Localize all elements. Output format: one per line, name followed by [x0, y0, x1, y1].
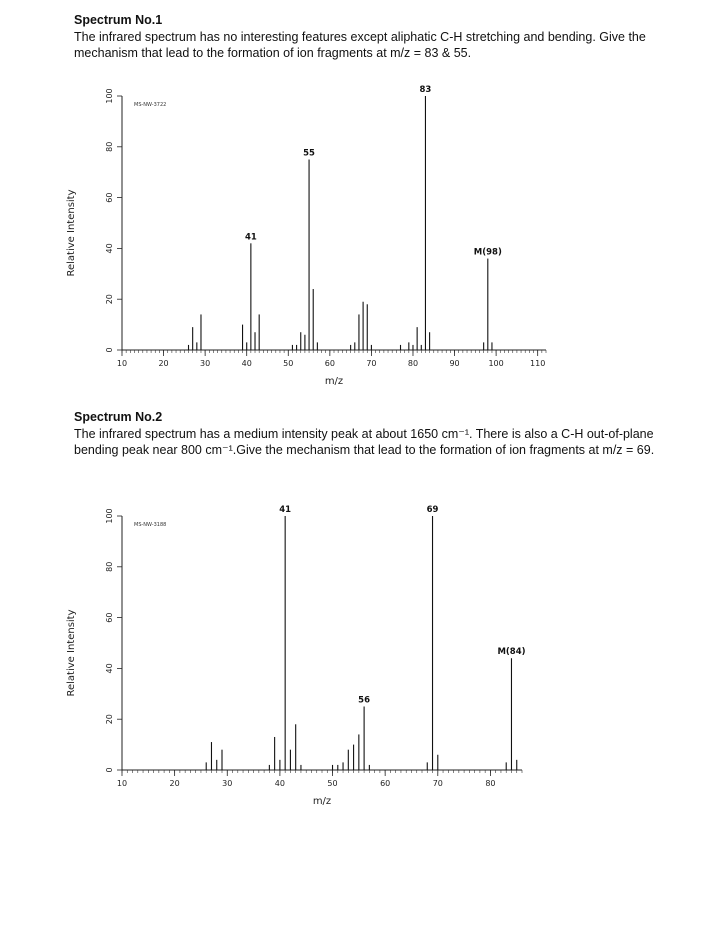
peak-label: 56	[358, 695, 371, 706]
mass-spectrum-chart-2	[60, 500, 560, 810]
x-tick-label: 30	[200, 359, 211, 368]
x-tick-label: 40	[274, 779, 285, 788]
spectrum-2-title: Spectrum No.2	[74, 410, 163, 424]
y-tick-label: 80	[105, 141, 114, 152]
x-tick-label: 100	[488, 359, 504, 368]
y-tick-label: 100	[105, 508, 114, 524]
x-tick-label: 50	[327, 779, 338, 788]
x-tick-label: 80	[407, 359, 419, 368]
y-tick-label: 80	[105, 561, 114, 572]
peak-label: 41	[244, 232, 257, 243]
spectrum-code-label: MS-NW-3722	[134, 102, 167, 108]
x-tick-label: 50	[283, 359, 294, 368]
y-tick-label: 0	[105, 347, 114, 353]
x-tick-label: 60	[380, 779, 391, 788]
peak-label: 83	[419, 85, 432, 95]
x-tick-label: 10	[116, 779, 128, 788]
spectrum-1-title: Spectrum No.1	[74, 13, 163, 27]
peak-label: 69	[426, 505, 439, 515]
peak-label: 55	[303, 148, 315, 159]
x-tick-label: 90	[449, 359, 460, 368]
spectrum-2-question: The infrared spectrum has a medium intensity peak at about 1650 cm⁻¹. There is also a C-H out-of-plane bending peak near 800 cm⁻¹.Give the mechanism that lead to the formation of ion fragments at m/z = 69.	[74, 427, 655, 457]
x-tick-label: 20	[158, 359, 169, 368]
x-axis-title: m/z	[312, 796, 332, 807]
peak-label: M(84)	[497, 647, 526, 658]
y-axis-title: Relative Intensity	[66, 609, 77, 697]
y-tick-label: 60	[105, 612, 114, 623]
y-tick-label: 60	[105, 192, 114, 203]
peak-label: 41	[279, 505, 292, 515]
x-tick-label: 80	[485, 779, 496, 788]
y-tick-label: 20	[105, 714, 114, 725]
x-tick-label: 110	[530, 359, 546, 368]
y-tick-label: 0	[105, 767, 114, 773]
spectrum-1-question: The infrared spectrum has no interesting features except aliphatic C-H stretching and bending. Give the mechanism that lead to the formation of ion fragments at m/z = 83 & 55.	[74, 30, 646, 60]
spectrum-code-label: MS-NW-3188	[134, 522, 167, 528]
x-axis-title: m/z	[324, 376, 344, 387]
x-tick-label: 70	[432, 779, 443, 788]
y-tick-label: 40	[105, 663, 114, 674]
y-tick-label: 40	[105, 243, 114, 254]
y-tick-label: 100	[105, 88, 114, 104]
x-tick-label: 40	[241, 359, 252, 368]
x-tick-label: 70	[366, 359, 377, 368]
x-tick-label: 60	[324, 359, 335, 368]
mass-spectrum-chart-1	[60, 80, 560, 390]
y-tick-label: 20	[105, 294, 114, 305]
x-tick-label: 30	[222, 779, 233, 788]
y-axis-title: Relative Intensity	[66, 189, 77, 277]
peak-label: M(98)	[473, 247, 502, 258]
x-tick-label: 10	[116, 359, 128, 368]
x-tick-label: 20	[169, 779, 180, 788]
